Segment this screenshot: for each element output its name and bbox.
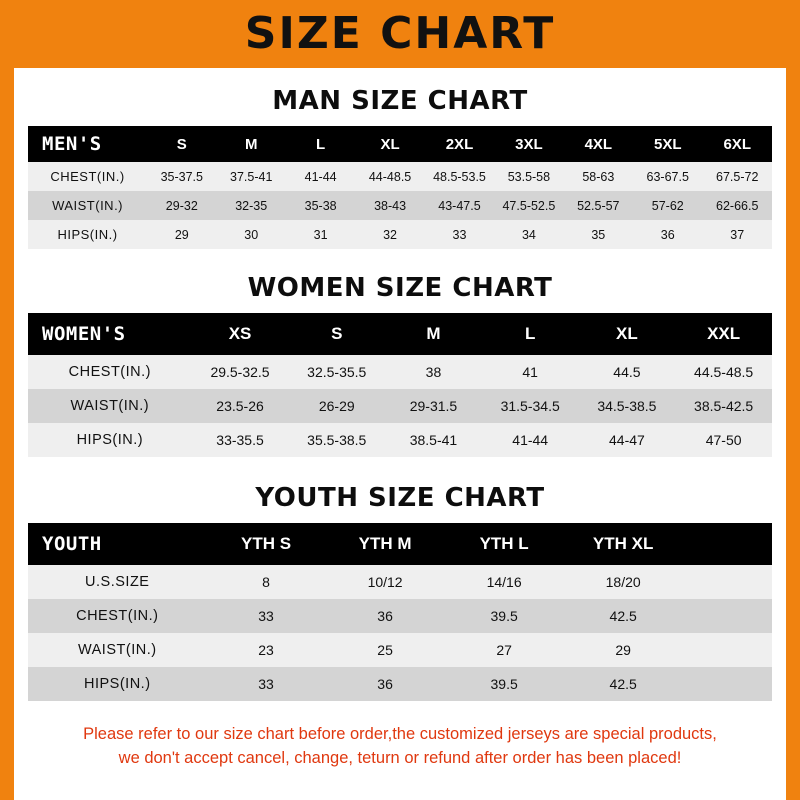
youth-cell-3-2: 36 xyxy=(326,667,445,701)
table-row xyxy=(28,220,772,249)
youth-header-3: YTH L xyxy=(445,523,564,565)
youth-header-5 xyxy=(683,523,772,565)
women-row2-label: HIPS(IN.) xyxy=(28,423,192,457)
men-header-5: 2XL xyxy=(425,126,494,162)
notice-line-2: we don't accept cancel, change, teturn or refund after order has been placed! xyxy=(118,748,682,767)
men-cell-0-2: 37.5-41 xyxy=(217,162,286,191)
youth-cell-0-2: 10/12 xyxy=(326,565,445,599)
youth-cell-2-3: 27 xyxy=(445,633,564,667)
women-cell-2-3: 38.5-41 xyxy=(385,423,482,457)
youth-cell-3-1: 33 xyxy=(207,667,326,701)
table-header-row xyxy=(28,313,772,355)
women-cell-0-6: 44.5-48.5 xyxy=(675,355,772,389)
youth-cell-2-2: 25 xyxy=(326,633,445,667)
men-cell-2-1: 29 xyxy=(147,220,216,249)
men-cell-2-2: 30 xyxy=(217,220,286,249)
women-header-2: S xyxy=(288,313,385,355)
youth-header-2: YTH M xyxy=(326,523,445,565)
men-cell-1-7: 52.5-57 xyxy=(564,191,633,220)
men-cell-1-8: 57-62 xyxy=(633,191,702,220)
men-header-9: 6XL xyxy=(702,126,772,162)
women-cell-1-6: 38.5-42.5 xyxy=(675,389,772,423)
men-header-6: 3XL xyxy=(494,126,563,162)
men-header-0: MEN'S xyxy=(28,126,147,162)
men-cell-1-4: 38-43 xyxy=(355,191,424,220)
women-cell-0-3: 38 xyxy=(385,355,482,389)
order-policy-notice xyxy=(38,723,762,771)
women-header-0: WOMEN'S xyxy=(28,313,192,355)
youth-header-4: YTH XL xyxy=(564,523,683,565)
men-cell-0-7: 58-63 xyxy=(564,162,633,191)
chart-content xyxy=(14,86,786,771)
women-row0-label: CHEST(IN.) xyxy=(28,355,192,389)
men-cell-2-3: 31 xyxy=(286,220,355,249)
women-cell-1-1: 23.5-26 xyxy=(192,389,289,423)
youth-cell-1-4: 42.5 xyxy=(564,599,683,633)
women-header-6: XXL xyxy=(675,313,772,355)
men-header-7: 4XL xyxy=(564,126,633,162)
men-cell-1-1: 29-32 xyxy=(147,191,216,220)
men-header-1: S xyxy=(147,126,216,162)
table-row xyxy=(28,633,772,667)
men-header-3: L xyxy=(286,126,355,162)
youth-cell-3-5 xyxy=(683,667,772,701)
youth-section-title: YOUTH SIZE CHART xyxy=(255,483,545,513)
women-row1-label: WAIST(IN.) xyxy=(28,389,192,423)
page-banner xyxy=(14,0,786,68)
men-header-4: XL xyxy=(355,126,424,162)
notice-line-1: Please refer to our size chart before order,the customized jerseys are special products, xyxy=(83,725,717,743)
men-cell-0-8: 63-67.5 xyxy=(633,162,702,191)
women-cell-2-1: 33-35.5 xyxy=(192,423,289,457)
table-row xyxy=(28,355,772,389)
youth-cell-2-1: 23 xyxy=(207,633,326,667)
men-size-table xyxy=(28,126,772,249)
men-cell-2-4: 32 xyxy=(355,220,424,249)
women-cell-0-4: 41 xyxy=(482,355,579,389)
men-row0-label: CHEST(IN.) xyxy=(28,162,147,191)
youth-cell-1-5 xyxy=(683,599,772,633)
youth-cell-2-5 xyxy=(683,633,772,667)
youth-row0-label: U.S.SIZE xyxy=(28,565,207,599)
table-row xyxy=(28,423,772,457)
women-header-1: XS xyxy=(192,313,289,355)
table-row xyxy=(28,599,772,633)
women-cell-1-4: 31.5-34.5 xyxy=(482,389,579,423)
men-cell-1-2: 32-35 xyxy=(217,191,286,220)
men-cell-0-3: 41-44 xyxy=(286,162,355,191)
youth-cell-0-4: 18/20 xyxy=(564,565,683,599)
men-cell-2-7: 35 xyxy=(564,220,633,249)
men-cell-0-9: 67.5-72 xyxy=(702,162,772,191)
men-cell-2-6: 34 xyxy=(494,220,563,249)
men-cell-1-9: 62-66.5 xyxy=(702,191,772,220)
youth-cell-0-1: 8 xyxy=(207,565,326,599)
youth-cell-1-3: 39.5 xyxy=(445,599,564,633)
women-cell-0-1: 29.5-32.5 xyxy=(192,355,289,389)
table-row xyxy=(28,162,772,191)
men-section-title: MAN SIZE CHART xyxy=(272,86,528,116)
youth-cell-3-4: 42.5 xyxy=(564,667,683,701)
youth-size-table xyxy=(28,523,772,701)
table-header-row xyxy=(28,523,772,565)
women-section-title: WOMEN SIZE CHART xyxy=(247,273,553,303)
women-cell-2-2: 35.5-38.5 xyxy=(288,423,385,457)
women-header-5: XL xyxy=(579,313,676,355)
page-title: SIZE CHART xyxy=(244,8,556,59)
youth-cell-2-4: 29 xyxy=(564,633,683,667)
table-row xyxy=(28,565,772,599)
women-header-3: M xyxy=(385,313,482,355)
table-row xyxy=(28,191,772,220)
youth-cell-3-3: 39.5 xyxy=(445,667,564,701)
youth-cell-0-5 xyxy=(683,565,772,599)
women-header-4: L xyxy=(482,313,579,355)
women-cell-1-3: 29-31.5 xyxy=(385,389,482,423)
men-cell-1-3: 35-38 xyxy=(286,191,355,220)
women-cell-2-6: 47-50 xyxy=(675,423,772,457)
women-cell-2-4: 41-44 xyxy=(482,423,579,457)
women-size-table xyxy=(28,313,772,457)
men-cell-2-8: 36 xyxy=(633,220,702,249)
men-cell-0-1: 35-37.5 xyxy=(147,162,216,191)
youth-cell-1-1: 33 xyxy=(207,599,326,633)
men-cell-1-5: 43-47.5 xyxy=(425,191,494,220)
women-cell-1-5: 34.5-38.5 xyxy=(579,389,676,423)
men-cell-0-5: 48.5-53.5 xyxy=(425,162,494,191)
women-cell-0-5: 44.5 xyxy=(579,355,676,389)
men-cell-0-4: 44-48.5 xyxy=(355,162,424,191)
youth-header-0: YOUTH xyxy=(28,523,207,565)
table-row xyxy=(28,667,772,701)
youth-header-1: YTH S xyxy=(207,523,326,565)
table-header-row xyxy=(28,126,772,162)
table-row xyxy=(28,389,772,423)
youth-row1-label: CHEST(IN.) xyxy=(28,599,207,633)
men-header-8: 5XL xyxy=(633,126,702,162)
youth-cell-0-3: 14/16 xyxy=(445,565,564,599)
women-cell-2-5: 44-47 xyxy=(579,423,676,457)
men-header-2: M xyxy=(217,126,286,162)
youth-cell-1-2: 36 xyxy=(326,599,445,633)
men-row1-label: WAIST(IN.) xyxy=(28,191,147,220)
women-cell-0-2: 32.5-35.5 xyxy=(288,355,385,389)
men-row2-label: HIPS(IN.) xyxy=(28,220,147,249)
men-cell-1-6: 47.5-52.5 xyxy=(494,191,563,220)
men-cell-0-6: 53.5-58 xyxy=(494,162,563,191)
men-cell-2-5: 33 xyxy=(425,220,494,249)
women-cell-1-2: 26-29 xyxy=(288,389,385,423)
youth-row3-label: HIPS(IN.) xyxy=(28,667,207,701)
men-cell-2-9: 37 xyxy=(702,220,772,249)
youth-row2-label: WAIST(IN.) xyxy=(28,633,207,667)
